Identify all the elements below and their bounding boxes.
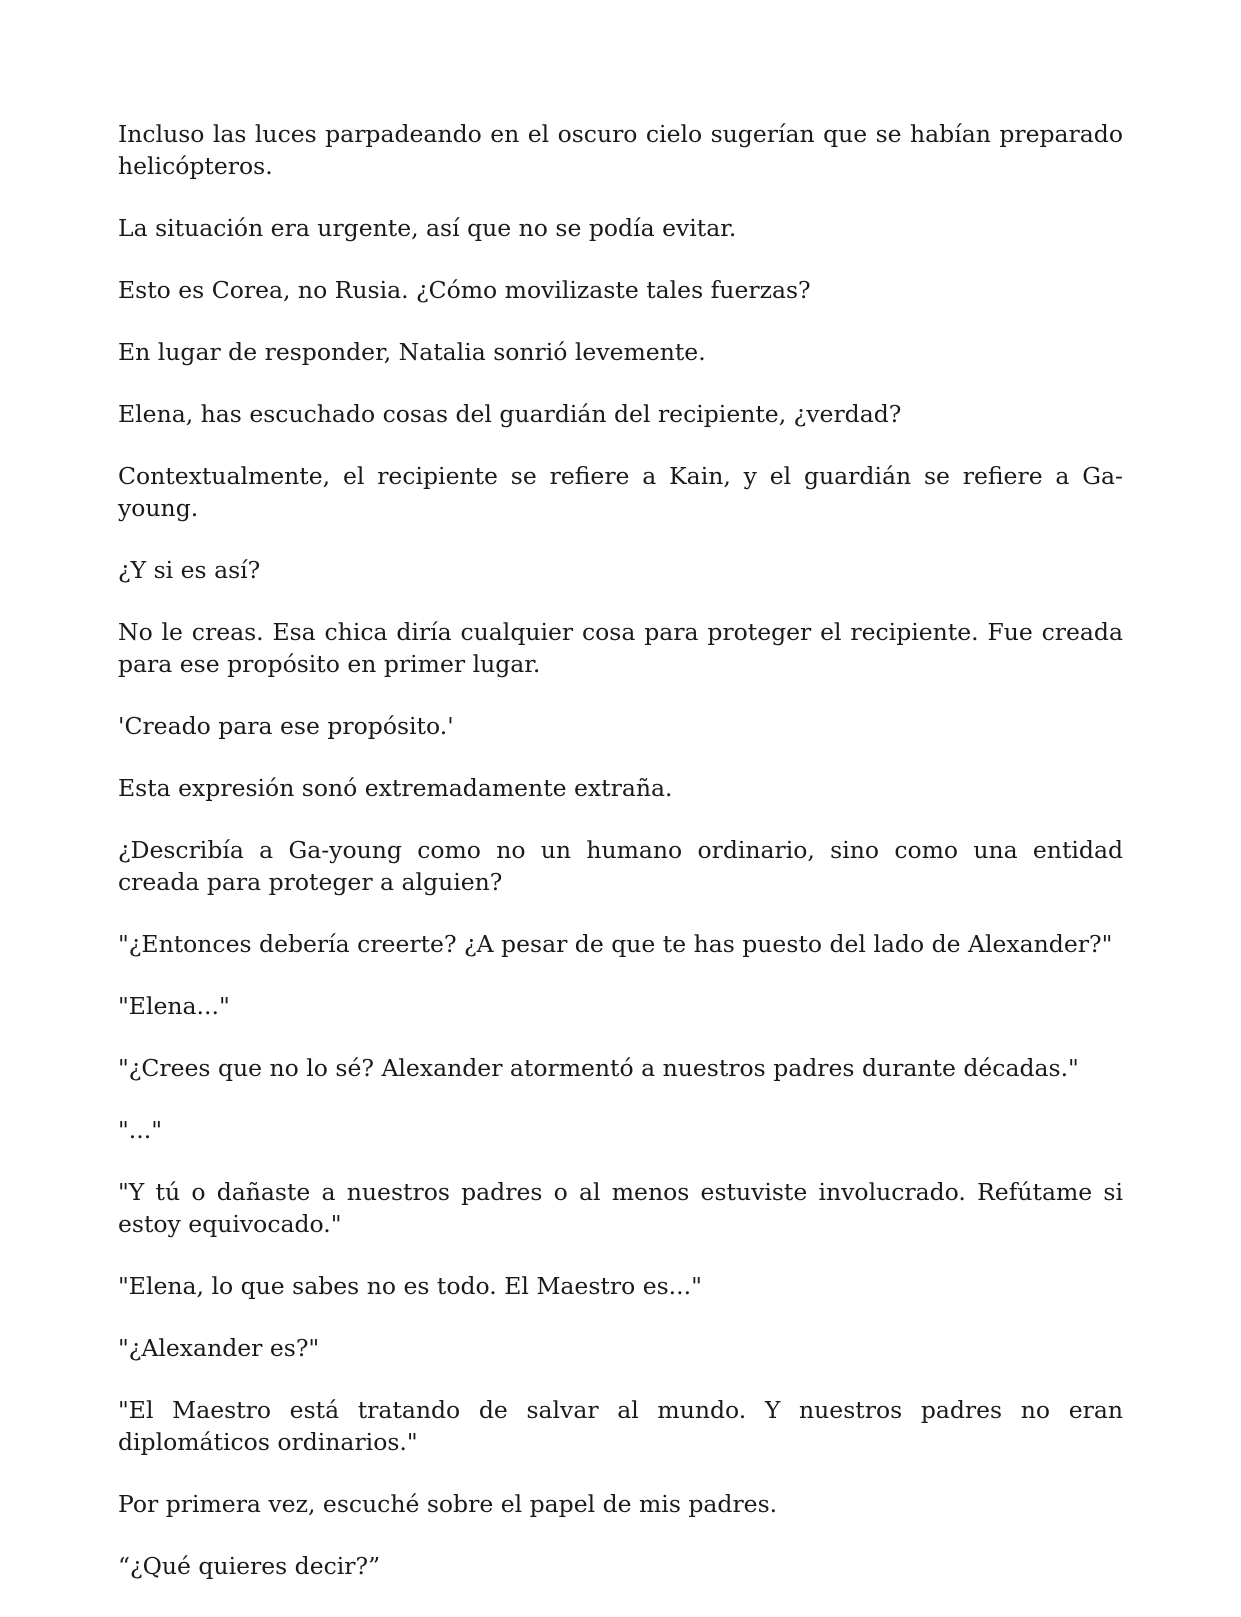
paragraph: "¿Crees que no lo sé? Alexander atormentó a nuestros padres durante décadas." [118,1054,1079,1082]
paragraph: La situación era urgente, así que no se podía evitar. [118,214,737,242]
paragraph: "Y tú o dañaste a nuestros padres o al menos estuviste involucrado. Refútame si estoy equivocado." [118,1178,1123,1238]
paragraph: No le creas. Esa chica diría cualquier cosa para proteger el recipiente. Fue creada para ese propósito en primer lugar. [118,618,1123,678]
paragraph: “¿Qué quieres decir?” [118,1552,381,1580]
paragraph: "El Maestro está tratando de salvar al mundo. Y nuestros padres no eran diplomáticos ordinarios." [118,1396,1123,1456]
paragraph: Esta expresión sonó extremadamente extraña. [118,774,673,802]
paragraph: Contextualmente, el recipiente se refiere a Kain, y el guardián se refiere a Ga-young. [118,462,1123,522]
paragraph: "¿Alexander es?" [118,1334,320,1362]
paragraph: "Elena..." [118,992,230,1020]
paragraph: "..." [118,1116,163,1144]
paragraph: ¿Describía a Ga-young como no un humano ordinario, sino como una entidad creada para proteger a alguien? [118,836,1123,896]
paragraph: "Elena, lo que sabes no es todo. El Maestro es..." [118,1272,702,1300]
document-page [118,118,1123,1582]
paragraph: Elena, has escuchado cosas del guardián del recipiente, ¿verdad? [118,400,902,428]
paragraph: 'Creado para ese propósito.' [118,712,454,740]
paragraph: Incluso las luces parpadeando en el oscuro cielo sugerían que se habían preparado helicópteros. [118,120,1123,180]
paragraph: ¿Y si es así? [118,556,261,584]
paragraph: Por primera vez, escuché sobre el papel de mis padres. [118,1490,778,1518]
paragraph: Esto es Corea, no Rusia. ¿Cómo movilizaste tales fuerzas? [118,276,811,304]
paragraph: "¿Entonces debería creerte? ¿A pesar de que te has puesto del lado de Alexander?" [118,930,1113,958]
paragraph: En lugar de responder, Natalia sonrió levemente. [118,338,706,366]
